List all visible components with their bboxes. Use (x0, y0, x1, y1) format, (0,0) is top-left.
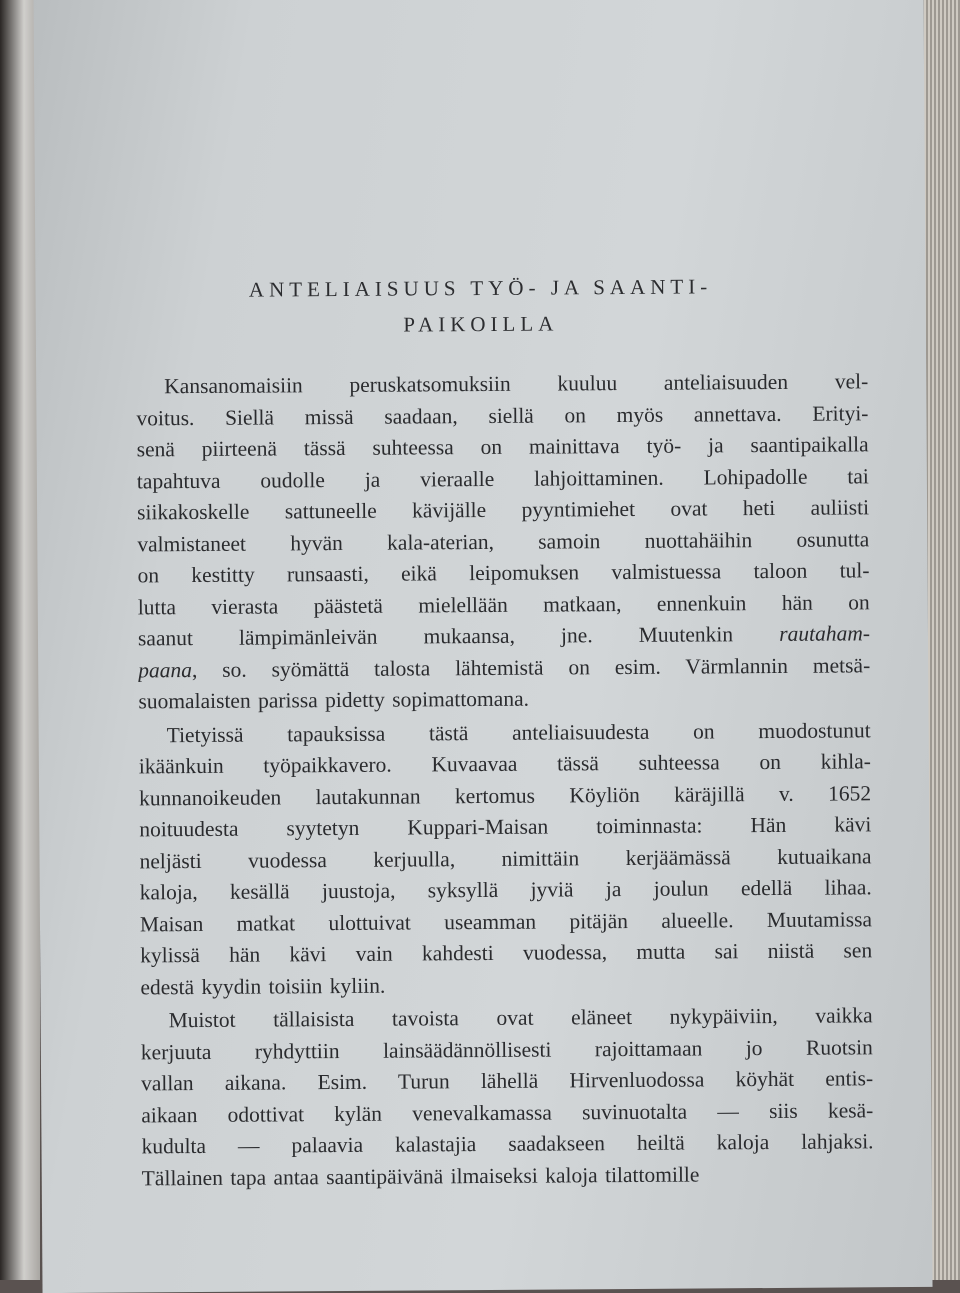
text-line: Kansanomaisiin peruskatsomuksiin kuuluu anteliaisuuden vel- (164, 369, 869, 399)
text-line: neljästi vuodessa kerjuulla, nimittäin kerjäämässä kutuaikana (139, 843, 872, 873)
text-line: kunnanoikeuden lautakunnan kertomus Köyliön käräjillä v. 1652 (139, 780, 872, 810)
text-line: kudulta — palaavia kalastajia saadakseen heiltä kaloja lahjaksi. (141, 1129, 874, 1159)
text-line: noituudesta syytetyn Kuppari-Maisan toiminnasta: Hän kävi (139, 812, 872, 842)
text-line: Tietyissä tapauksissa tästä anteliaisuudesta on muodostunut (166, 717, 871, 747)
text-line: saanut lämpimänleivän mukaansa, jne. Muutenkin rautaham- (137, 621, 871, 651)
text-line: kaloja, kesällä juustoja, syksyllä jyviä ja joulun edellä lihaa. (139, 875, 872, 905)
text-line: kerjuuta ryhdyttiin lainsäädännöllisesti rajoittamaan jo Ruotsin (140, 1034, 873, 1064)
text-line: lutta vierasta päästetä mielellään matkaan, ennenkuin hän on (137, 589, 870, 619)
text-line: tapahtuva oudolle ja vieraalle lahjoittaminen. Lohipadolle tai (136, 463, 869, 493)
text-line: ikäänkuin työpaikkavero. Kuvaavaa tässä suhteessa on kihla- (138, 749, 871, 779)
text-line: edestä kyydin toisiin kyliin. (140, 973, 386, 999)
text-line: Maisan matkat ulottuivat useamman pitäjän alueelle. Muutamissa (139, 906, 873, 936)
text-line: aikaan odottivat kylän venevalkamassa suvinuotalta — siis kesä- (141, 1097, 874, 1127)
text-line: voitus. Siellä missä saadaan, siellä on myös annettava. Erityi- (136, 400, 869, 430)
text-line: valmistaneet hyvän kala-aterian, samoin nuottahäihin osunutta (137, 526, 870, 556)
text-line: on kestitty runsaasti, eikä leipomuksen valmistuessa taloon tul- (137, 558, 870, 588)
chapter-heading-line-1: ANTELIAISUUS TYÖ- JA SAANTI- (248, 274, 713, 302)
text-line: kylissä hän kävi vain kahdesti vuodessa, mutta sai niistä sen (140, 938, 873, 968)
text-line: senä piirteenä tässä suhteessa on mainittava työ- ja saantipaikalla (136, 432, 869, 462)
chapter-heading-line-2: PAIKOILLA (403, 311, 559, 337)
text-line: Tällainen tapa antaa saantipäivänä ilmaiseksi kaloja tilattomille (141, 1162, 700, 1190)
text-line: Muistot tällaisista tavoista ovat eläneet nykypäiviin, vaikka (168, 1003, 873, 1033)
text-line: suomalaisten parissa pidetty sopimattomana. (138, 686, 530, 714)
book-page (33, 0, 932, 1293)
text-line: siikakoskelle sattuneelle kävijälle pyyntimiehet ovat heti auliisti (137, 495, 870, 525)
text-line: vallan aikana. Esim. Turun lähellä Hirvenluodossa köyhät entis- (141, 1066, 874, 1096)
text-line: paana, so. syömättä talosta lähtemistä on esim. Värmlannin metsä- (138, 652, 871, 682)
